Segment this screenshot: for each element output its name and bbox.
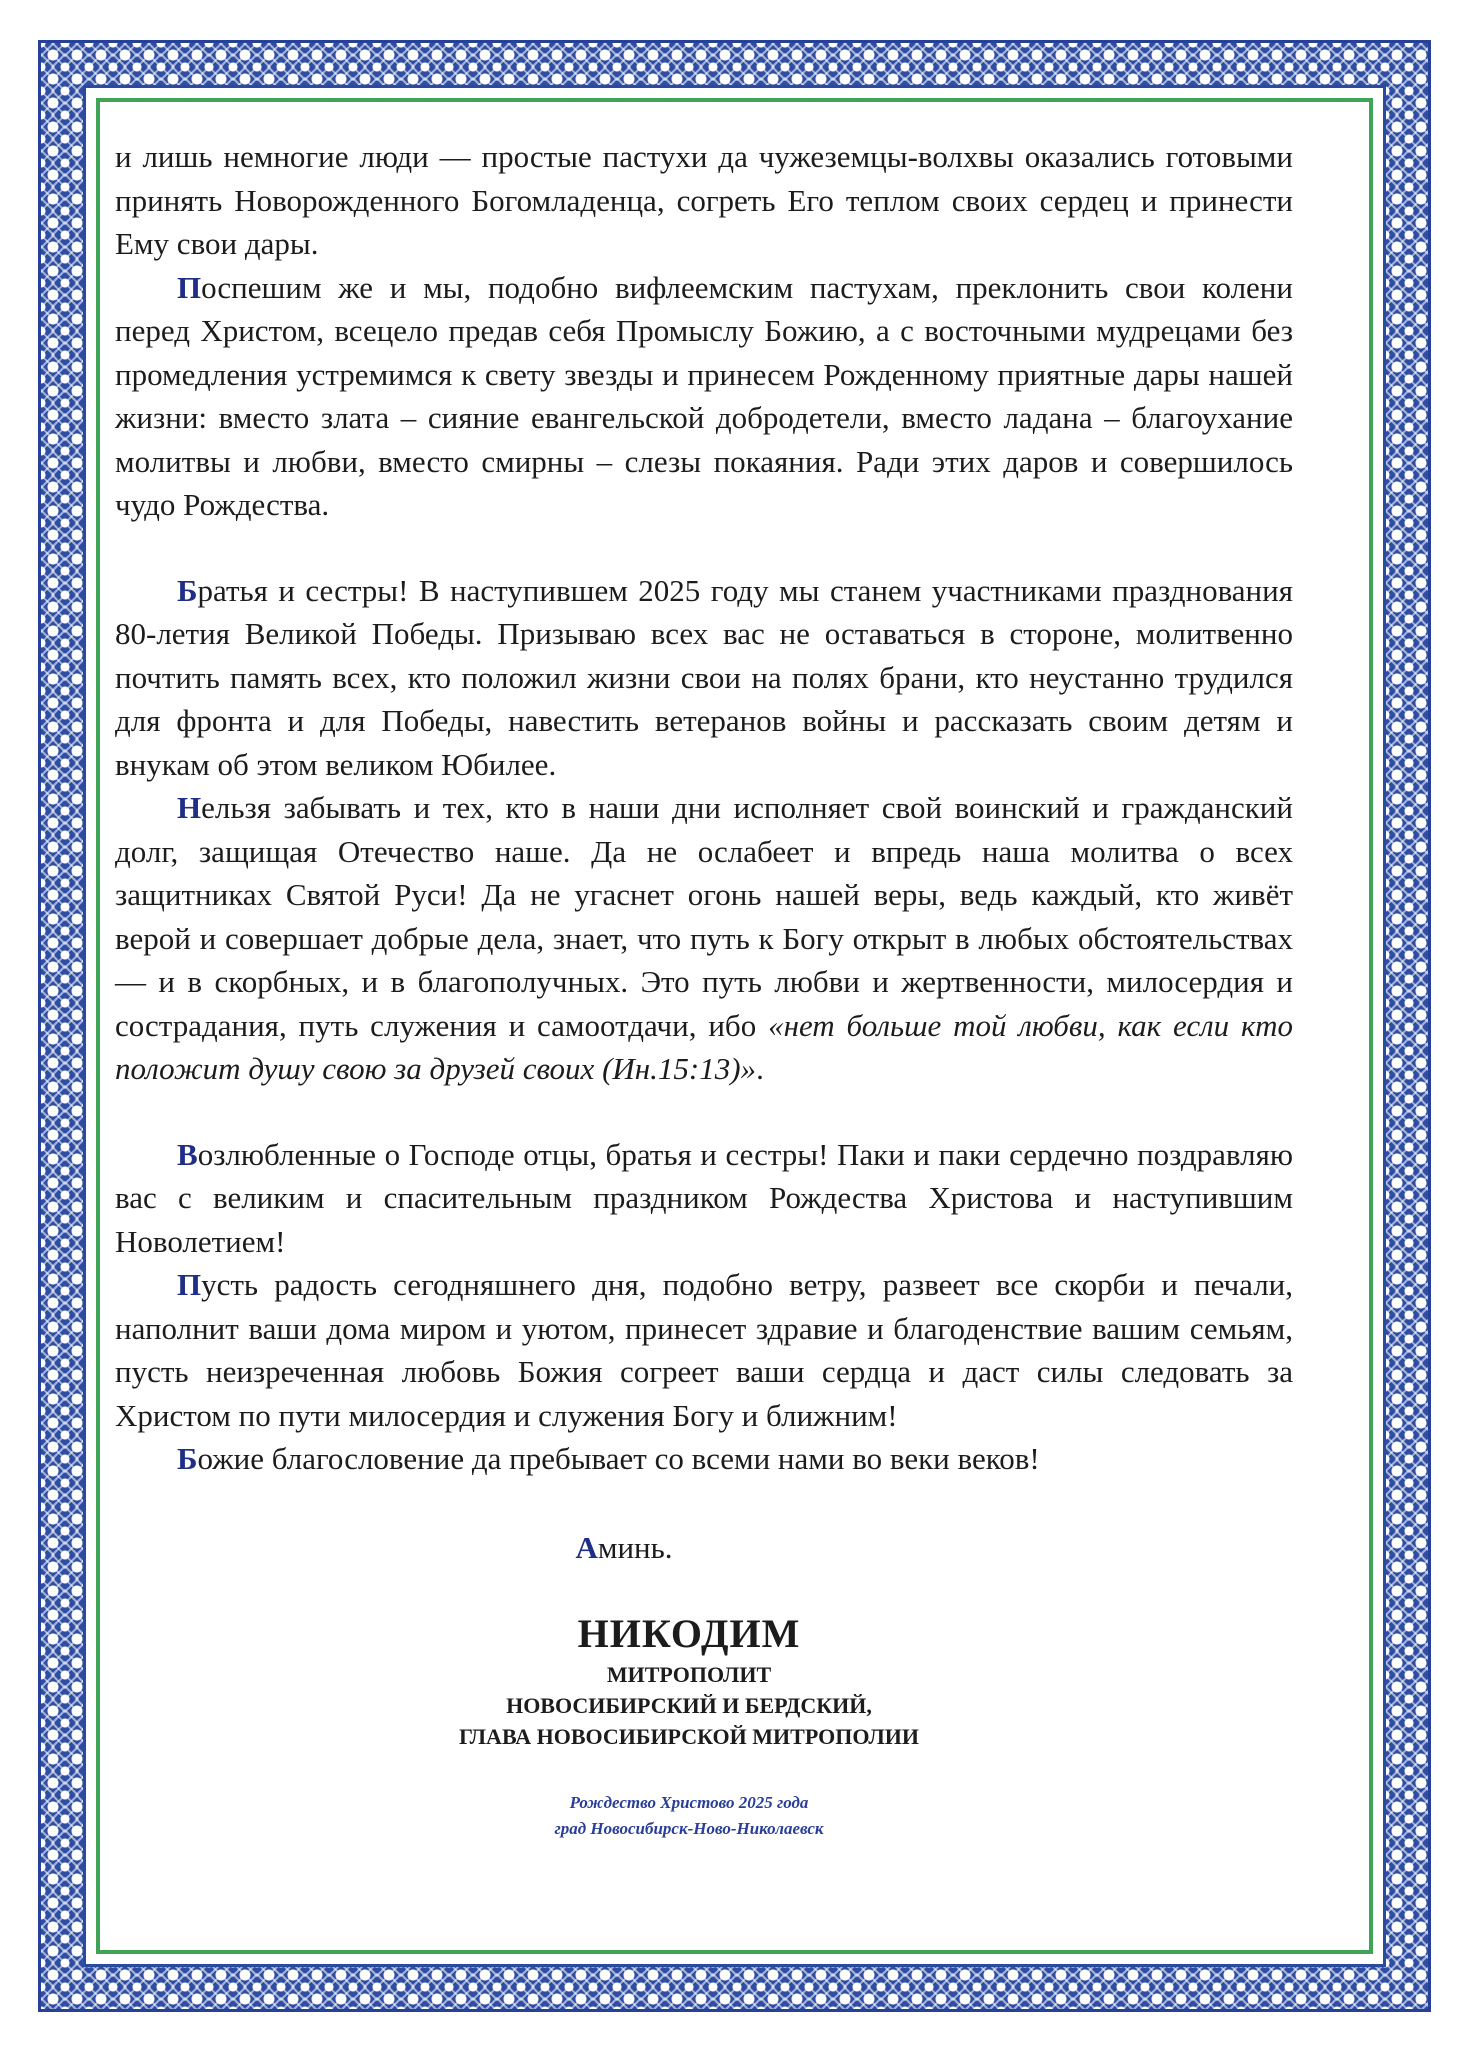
paragraph-6: Пусть радость сегодняшнего дня, подобно ветру, развеет все скорби и печали, наполнит ваши дома миром и уютом, принесет здравие и благоденствие вашим семьям, пусть неизреченная любовь Божия согреет ваши сердца и даст силы следовать за Христом по пути милосердия и служения Богу и ближним! [115,1267,1293,1433]
place-line: град Новосибирск-Ново-Николаевск [554,1818,824,1838]
paragraph-5: Возлюбленные о Господе отцы, братья и сестры! Паки и паки сердечно поздравляю вас с великим и спасительным праздником Рождества Христова и наступившим Новолетием! [115,1136,1293,1259]
signature-block [115,1609,1293,1752]
signatory-office: ГЛАВА НОВОСИБИРСКОЙ МИТРОПОЛИИ [458,1723,919,1749]
initial-letter: Б [177,1441,198,1476]
letter-body [115,135,1293,1842]
initial-letter: Б [177,572,198,608]
amen: Аминь. [575,1529,673,1565]
paragraph-4: Нельзя забывать и тех, кто в наши дни исполняет свой воинский и гражданский долг, защищая Отечество наше. Да не ослабеет и впредь наша молитва о всех защитниках Святой Руси! Да не угаснет огонь нашей веры, ведь каждый, кто живёт верой и совершает добрые дела, знает, что путь к Богу открыт в любых обстоятельствах — и в скорбных, и в благополучных. Это путь любви и жертвенности, милосердия и сострадания, путь служения и самоотдачи, ибо «нет больше той любви, как если кто положит душу свою за друзей своих (Ин.15:13)». [115,790,1293,1086]
paragraph-3: Братья и сестры! В наступившем 2025 году мы станем участниками празднования 80-летия Великой Победы. Призываю всех вас не оставаться в стороне, молитвенно почтить память всех, кто положил жизни свои на полях брани, кто неустанно трудился для фронта и для Победы, навестить ветеранов войны и рассказать своим детям и внукам об этом великом Юбилее. [115,572,1293,782]
date-line: Рождество Христово 2025 года [569,1792,809,1812]
paragraph-7: Божие благословение да пребывает со всеми нами во веки веков! [177,1441,1040,1476]
signatory-name: НИКОДИМ [577,1610,801,1656]
signatory-see: НОВОСИБИРСКИЙ И БЕРДСКИЙ, [506,1692,872,1718]
scripture-quote: «нет больше той любви, как если кто положит душу свою за друзей своих (Ин.15:13)» [115,1007,1293,1086]
initial-letter: П [177,1267,202,1302]
paragraph-2: Поспешим же и мы, подобно вифлеемским пастухам, преклонить свои колени перед Христом, всецело предав себя Промыслу Божию, а с восточными мудрецами без промедления устремимся к свету звезды и принесем Рожденному приятные дары нашей жизни: вместо злата – сияние евангельской добродетели, вместо ладана – благоухание молитвы и любви, вместо смирны – слезы покаяния. Ради этих даров и совершилось чудо Рождества. [115,269,1293,522]
signatory-title: МИТРОПОЛИТ [606,1661,772,1687]
initial-letter: П [177,269,202,305]
paragraph-1: и лишь немногие люди — простые пастухи да чужеземцы-волхвы оказались готовыми принять Новорожденного Богомладенца, согреть Его теплом своих сердец и принести Ему свои дары. [115,139,1293,261]
initial-letter: В [177,1136,198,1172]
initial-letter: Н [177,790,202,825]
date-place [115,1790,1293,1842]
